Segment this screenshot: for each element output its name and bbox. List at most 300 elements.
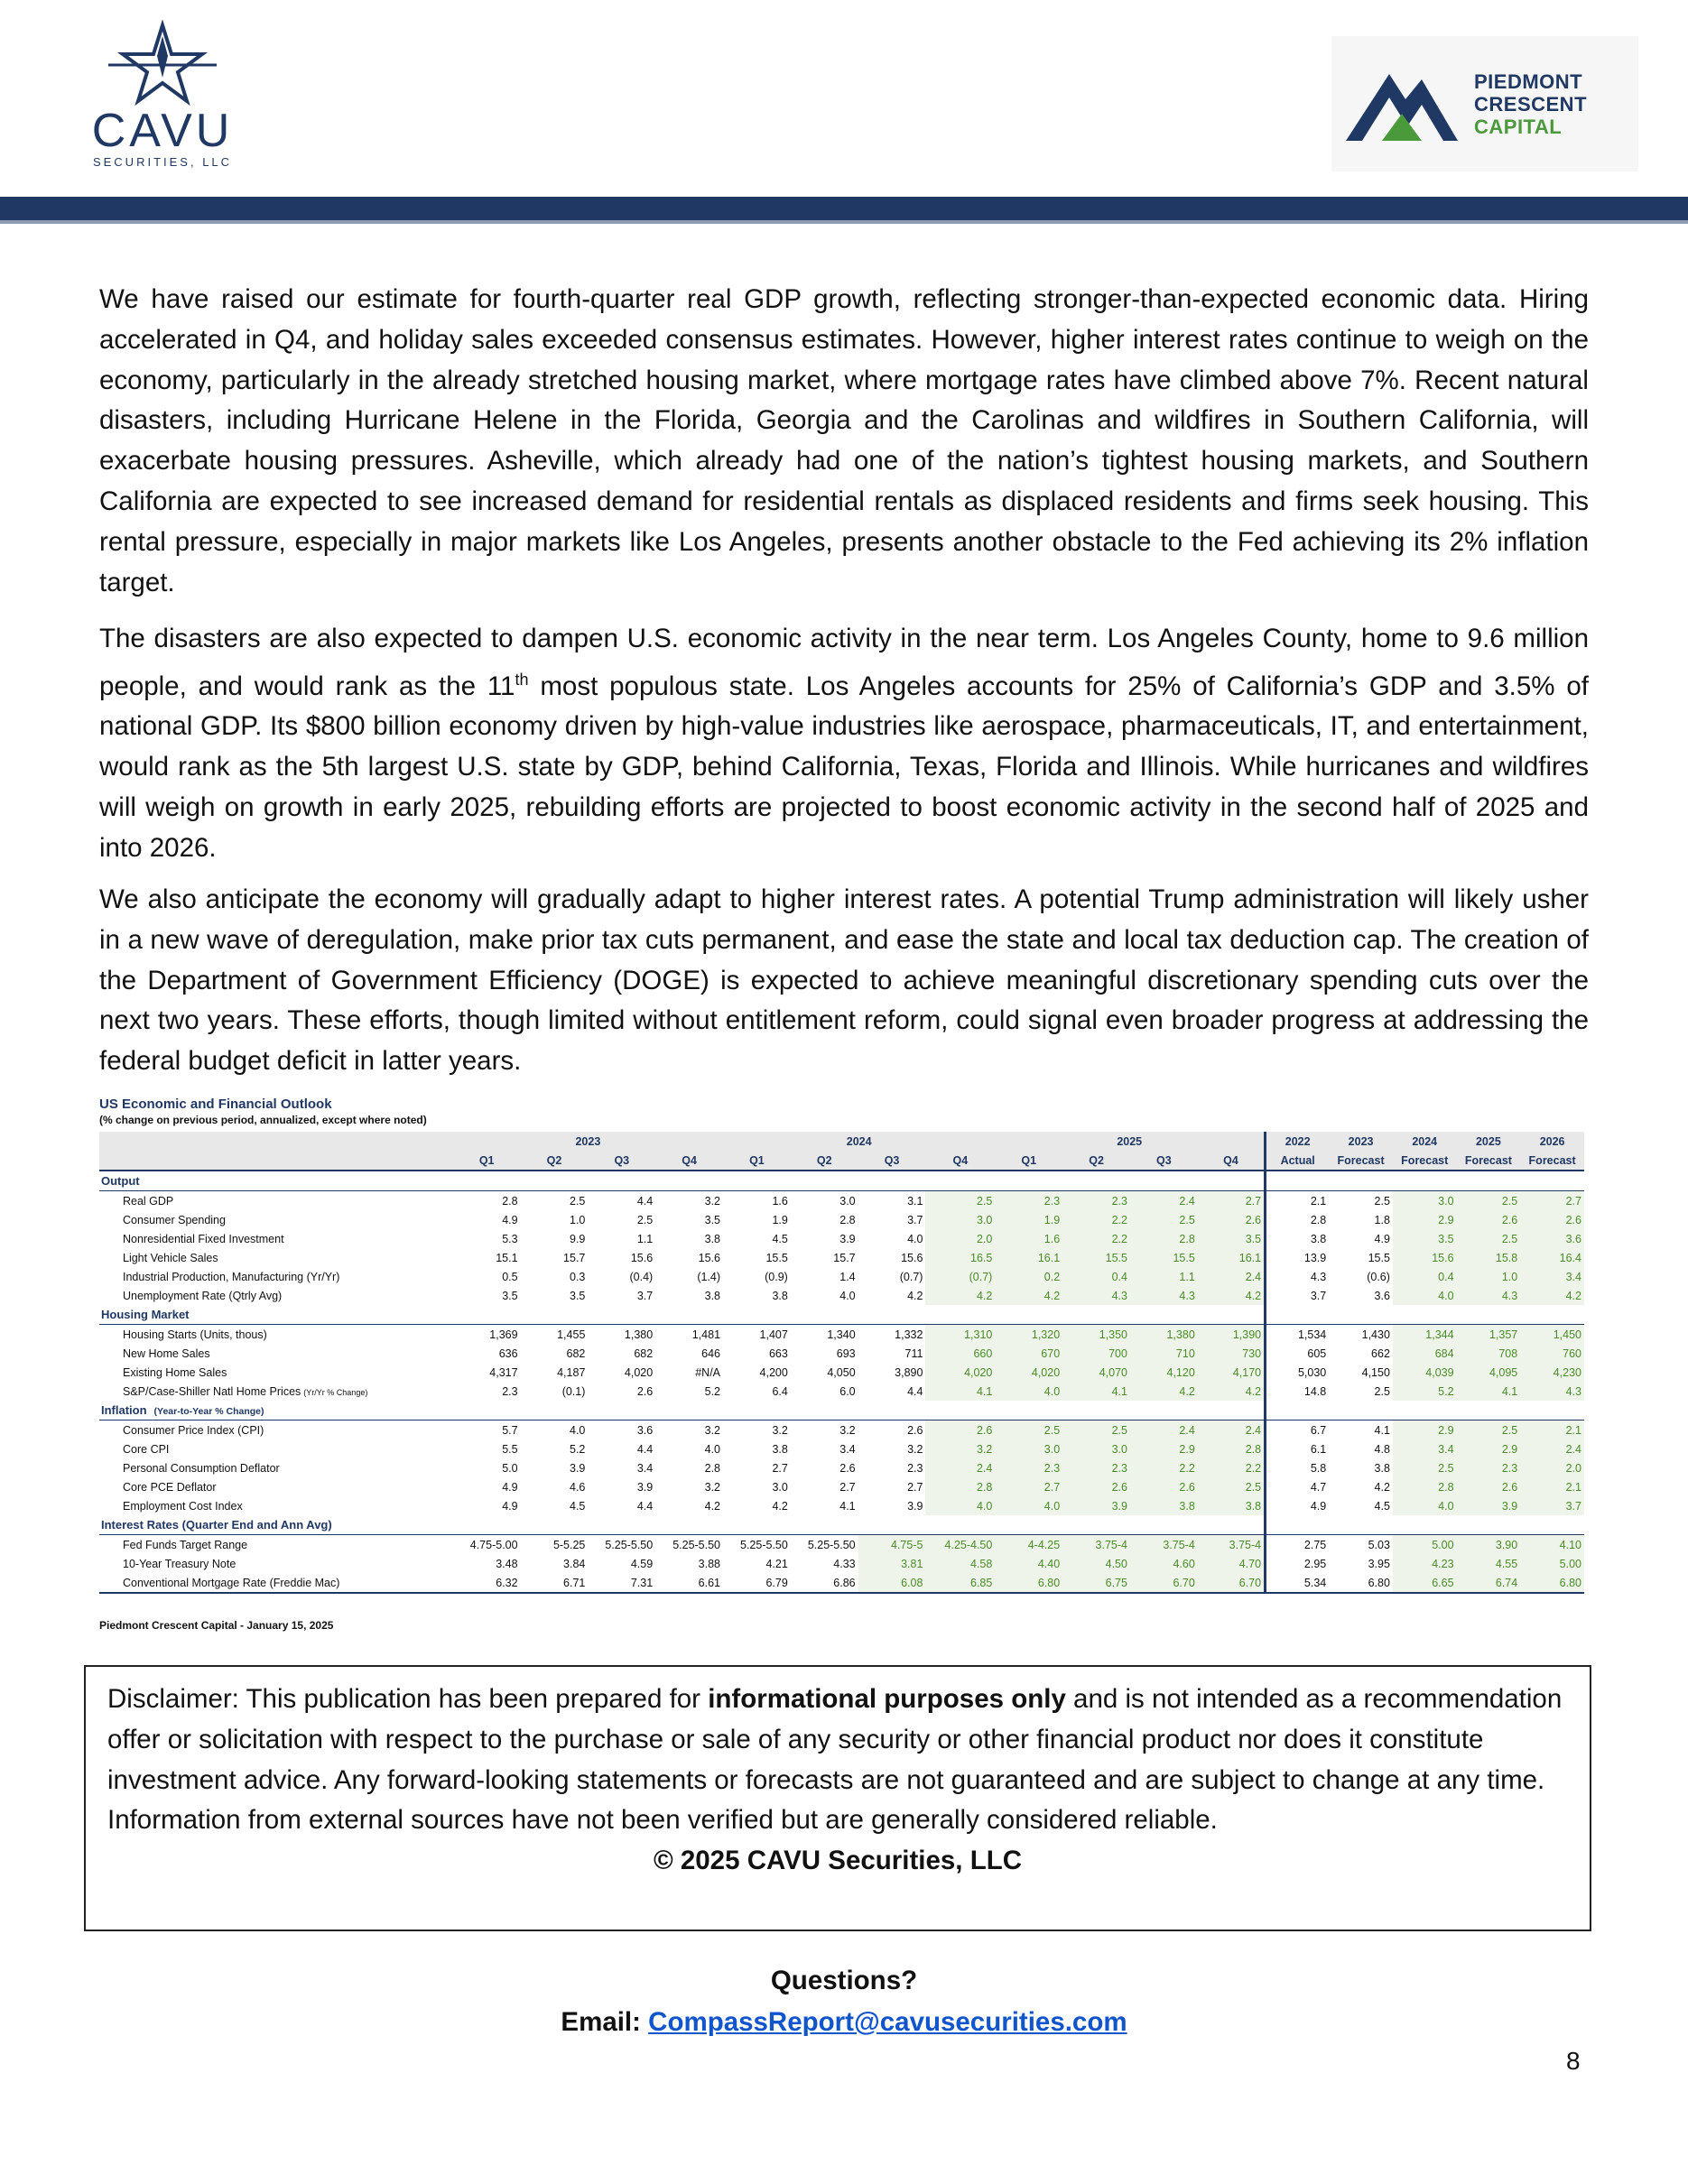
- table-cell: 3.0: [772, 1480, 788, 1494]
- table-row: [99, 1325, 1584, 1345]
- annual-cell: 1,344: [1393, 1325, 1457, 1345]
- table-cell: 2.6: [636, 1384, 654, 1398]
- annual-cell: 3.8: [1374, 1461, 1390, 1475]
- table-cell: 3.9: [907, 1499, 923, 1513]
- table-cell: 3.2: [907, 1442, 923, 1456]
- row-label-text: Core PCE Deflator: [123, 1480, 217, 1494]
- table-cell: 4,020: [925, 1363, 995, 1382]
- table-cell: 6.32: [453, 1573, 521, 1593]
- table-row: [99, 1248, 1584, 1267]
- table-cell: 3.2: [704, 1480, 721, 1494]
- annual-cell: 760: [1520, 1344, 1584, 1363]
- table-cell: 2.8: [839, 1213, 856, 1226]
- table-cell: 1,390: [1198, 1325, 1266, 1345]
- table-cell: 4.70: [1198, 1554, 1266, 1573]
- paragraph-gdp-outlook: We have raised our estimate for fourth-quarter real GDP growth, reflecting stronger-than-expected economic data. Hiring accelerated in Q4, and holiday sales exceeded consensus estimates. However, higher interest rates continue to weigh on the economy, particularly in the already stretched housing market, where mortgage rates have climbed above 7%. Recent natural disasters, including Hurricane Helene in the Florida, Georgia and the Carolinas and wildfires in Southern California, will exacerbate housing pressures. Asheville, which already had one of the nation’s tightest housing markets, and Southern California are expected to see increased demand for residential rentals as displaced residents and firms seek housing. This rental pressure, especially in major markets like Los Angeles, presents another obstacle to the Fed achieving its 2% inflation target.: [99, 284, 1589, 597]
- table-cell: 2.5: [1062, 1421, 1130, 1440]
- table-cell: 3.5: [570, 1289, 586, 1302]
- table-cell: 3.2: [839, 1423, 856, 1437]
- annual-cell: 2.1: [1520, 1477, 1584, 1496]
- table-cell: 670: [995, 1344, 1062, 1363]
- annual-cell: 2.1: [1266, 1191, 1330, 1211]
- table-cell: 15.6: [901, 1251, 923, 1264]
- quarter-header: Q3: [858, 1151, 926, 1171]
- table-cell: 4.0: [995, 1496, 1062, 1515]
- annual-cell: 4.23: [1393, 1554, 1457, 1573]
- annual-cell: 0.4: [1393, 1267, 1457, 1286]
- table-cell: 4.2: [995, 1286, 1062, 1305]
- table-cell: 1.9: [772, 1213, 788, 1226]
- table-cell: 4,187: [557, 1365, 586, 1379]
- table-cell: 4.4: [907, 1384, 923, 1398]
- row-label: [99, 1458, 453, 1477]
- table-cell: 1,380: [1130, 1325, 1198, 1345]
- table-cell: 2.2: [1062, 1210, 1130, 1229]
- table-row: [99, 1496, 1584, 1515]
- annual-cell: 2.9: [1393, 1210, 1457, 1229]
- cavu-logo-text: CAVU: [91, 105, 234, 157]
- table-cell: 2.3: [995, 1191, 1062, 1211]
- page-header: [0, 0, 1688, 194]
- table-cell: 2.6: [839, 1461, 856, 1475]
- table-cell: 2.3: [907, 1461, 923, 1475]
- annual-cell: 6.80: [1520, 1573, 1584, 1593]
- table-cell: 4.2: [907, 1289, 923, 1302]
- annual-cell: 4.3: [1266, 1267, 1330, 1286]
- annual-cell: 4.3: [1457, 1286, 1521, 1305]
- table-cell: 4.2: [1130, 1382, 1198, 1401]
- annual-cell: 4,150: [1361, 1365, 1390, 1379]
- annual-cell: 4.0: [1393, 1496, 1457, 1515]
- table-cell: 2.6: [1062, 1477, 1130, 1496]
- table-cell: 4.3: [1062, 1286, 1130, 1305]
- row-label: [99, 1344, 453, 1363]
- paragraph-disasters-b: most populous state. Los Angeles accounts for 25% of California’s GDP and 3.5% of national GDP. Its $800 billion economy driven by high-value industries like aerospace, pharmaceuticals, IT, and entertainment, would rank as the 5th largest U.S. state by GDP, behind California, Texas, Florida and Illinois. While hurricanes and wildfires will weigh on growth in early 2025, rebuilding efforts are projected to boost economic activity in the second half of 2025 and into 2026.: [99, 671, 1589, 863]
- table-cell: 6.0: [839, 1384, 856, 1398]
- table-cell: 6.4: [772, 1384, 788, 1398]
- table-cell: 1.1: [636, 1232, 654, 1245]
- table-cell: 3.6: [636, 1423, 654, 1437]
- table-cell: 6.08: [858, 1573, 926, 1593]
- annual-cell: (0.6): [1367, 1270, 1390, 1283]
- pcc-line-3: CAPITAL: [1474, 116, 1563, 138]
- table-cell: 4.1: [925, 1382, 995, 1401]
- row-label: [99, 1267, 453, 1286]
- table-cell: 2.4: [1130, 1421, 1198, 1440]
- annual-cell: 3.0: [1393, 1191, 1457, 1211]
- table-cell: 5.7: [502, 1423, 518, 1437]
- table-cell: 5.25-5.50: [672, 1538, 721, 1551]
- table-cell: 1,380: [624, 1328, 654, 1341]
- table-cell: 16.5: [925, 1248, 995, 1267]
- table-cell: 6.80: [995, 1573, 1062, 1593]
- table-cell: 2.7: [772, 1461, 788, 1475]
- table-cell: 2.6: [925, 1421, 995, 1440]
- table-cell: 4.6: [570, 1480, 586, 1494]
- table-cell: 3.8: [704, 1232, 721, 1245]
- row-label: [99, 1421, 453, 1440]
- outlook-table: [99, 1132, 1584, 1594]
- table-cell: 3.2: [704, 1194, 721, 1208]
- quarter-header: Q3: [588, 1151, 655, 1171]
- annual-cell: 2.5: [1457, 1229, 1521, 1248]
- table-row: [99, 1535, 1584, 1555]
- table-cell: 5.0: [502, 1461, 518, 1475]
- table-cell: 3.2: [704, 1423, 721, 1437]
- table-cell: 711: [904, 1346, 923, 1360]
- table-row: [99, 1267, 1584, 1286]
- outlook-table-section: [99, 1097, 1584, 1632]
- table-cell: 4.0: [704, 1442, 721, 1456]
- table-cell: 1,369: [489, 1328, 518, 1341]
- annual-cell: 1.0: [1457, 1267, 1521, 1286]
- table-cell: (0.7): [925, 1267, 995, 1286]
- annual-cell: 15.8: [1457, 1248, 1521, 1267]
- quarter-header: Q1: [723, 1151, 791, 1171]
- table-cell: 4,050: [827, 1365, 856, 1379]
- annual-cell: 2.6: [1457, 1477, 1521, 1496]
- annual-cell: 2.8: [1266, 1210, 1330, 1229]
- table-cell: 3.5: [502, 1289, 518, 1302]
- table-cell: 2.0: [925, 1229, 995, 1248]
- annual-cell: 2.9: [1457, 1439, 1521, 1458]
- table-cell: 6.71: [521, 1573, 589, 1593]
- table-cell: (0.4): [629, 1270, 654, 1283]
- annual-cell: 2.5: [1374, 1194, 1390, 1208]
- table-cell: 5.2: [570, 1442, 586, 1456]
- page-number: 8: [1566, 2047, 1581, 2075]
- table-cell: 15.7: [833, 1251, 856, 1264]
- annual-cell: 2.5: [1457, 1191, 1521, 1211]
- section-name: Housing Market: [101, 1308, 190, 1321]
- row-label-text: Consumer Spending: [123, 1213, 226, 1226]
- row-label: [99, 1496, 453, 1515]
- row-label-text: Personal Consumption Deflator: [123, 1461, 280, 1475]
- annual-cell: 5.00: [1520, 1554, 1584, 1573]
- table-cell: 1,455: [557, 1328, 586, 1341]
- annual-cell: 4,095: [1457, 1363, 1521, 1382]
- table-cell: 3.0: [839, 1194, 856, 1208]
- section-header-row: [99, 1515, 1584, 1535]
- table-cell: 2.8: [502, 1194, 518, 1208]
- section-note: (Year-to-Year % Change): [153, 1406, 264, 1417]
- table-title: US Economic and Financial Outlook: [99, 1097, 332, 1112]
- row-label-text: Nonresidential Fixed Investment: [123, 1232, 284, 1245]
- year-header: 2025: [995, 1132, 1265, 1151]
- annual-cell: 1,450: [1520, 1325, 1584, 1345]
- annual-cell: 2.6: [1457, 1210, 1521, 1229]
- table-cell: 6.70: [1130, 1573, 1198, 1593]
- table-cell: (0.9): [765, 1270, 788, 1283]
- row-label: [99, 1325, 453, 1345]
- table-row: [99, 1229, 1584, 1248]
- table-cell: 3.0: [995, 1439, 1062, 1458]
- table-cell: 4.59: [630, 1557, 654, 1570]
- row-label: [99, 1363, 453, 1382]
- table-row: [99, 1363, 1584, 1382]
- annual-cell: 4.10: [1520, 1535, 1584, 1555]
- table-cell: 3.8: [1198, 1496, 1266, 1515]
- row-label-text: Employment Cost Index: [123, 1499, 243, 1513]
- table-cell: 4.9: [502, 1499, 518, 1513]
- table-row: [99, 1382, 1584, 1401]
- table-cell: 663: [768, 1346, 788, 1360]
- table-cell: 3.88: [698, 1557, 721, 1570]
- table-cell: 4.1: [1062, 1382, 1130, 1401]
- section-title: [99, 1515, 1266, 1535]
- table-row: [99, 1210, 1584, 1229]
- row-label: [99, 1554, 453, 1573]
- table-row: [99, 1421, 1584, 1440]
- annual-cell: 2.75: [1266, 1535, 1330, 1555]
- annual-cell: 3.5: [1393, 1229, 1457, 1248]
- annual-cell: 708: [1457, 1344, 1521, 1363]
- email-label: Email:: [561, 2007, 649, 2037]
- section-header-row: [99, 1305, 1584, 1325]
- annual-cell: 4,230: [1520, 1363, 1584, 1382]
- table-cell: 4.2: [925, 1286, 995, 1305]
- table-cell: 5.3: [502, 1232, 518, 1245]
- table-cell: 2.5: [636, 1213, 654, 1226]
- annual-cell: 2.8: [1393, 1477, 1457, 1496]
- table-cell: 4,200: [759, 1365, 788, 1379]
- annual-cell: 2.5: [1393, 1458, 1457, 1477]
- table-cell: 2.5: [1130, 1210, 1198, 1229]
- table-cell: 2.3: [1062, 1191, 1130, 1211]
- section-title: [99, 1401, 1266, 1421]
- table-row: [99, 1439, 1584, 1458]
- table-cell: 15.5: [1062, 1248, 1130, 1267]
- annual-cell: 4.2: [1520, 1286, 1584, 1305]
- annual-type-header: Forecast: [1329, 1151, 1393, 1171]
- table-cell: 0.3: [570, 1270, 586, 1283]
- row-label: [99, 1573, 453, 1593]
- row-label-text: 10-Year Treasury Note: [123, 1557, 237, 1570]
- table-cell: 2.8: [1198, 1439, 1266, 1458]
- table-cell: 1.4: [839, 1270, 856, 1283]
- annual-cell: 5.03: [1368, 1538, 1390, 1551]
- row-label-text: Consumer Price Index (CPI): [123, 1423, 264, 1437]
- table-cell: 0.4: [1062, 1267, 1130, 1286]
- table-cell: 4.5: [570, 1499, 586, 1513]
- annual-year-header: 2022: [1266, 1132, 1330, 1151]
- quarter-header: Q1: [453, 1151, 521, 1171]
- table-cell: 4.0: [907, 1232, 923, 1245]
- annual-cell: 6.74: [1457, 1573, 1521, 1593]
- table-cell: 3.7: [636, 1289, 654, 1302]
- pcc-line-2: CRESCENT: [1474, 93, 1588, 116]
- table-cell: 1,310: [925, 1325, 995, 1345]
- table-cell: 4,020: [995, 1363, 1062, 1382]
- annual-cell: 4.3: [1520, 1382, 1584, 1401]
- table-cell: 682: [566, 1346, 586, 1360]
- table-cell: 4,070: [1062, 1363, 1130, 1382]
- table-header-quarters: [99, 1151, 1584, 1171]
- year-header: 2024: [723, 1132, 995, 1151]
- table-cell: 4.75-5.00: [469, 1538, 518, 1551]
- table-cell: 1.1: [1130, 1267, 1198, 1286]
- table-cell: 4.5: [772, 1232, 788, 1245]
- table-cell: 3.8: [772, 1442, 788, 1456]
- table-subtitle: (% change on previous period, annualized, except where noted): [99, 1114, 427, 1126]
- annual-cell: 2.1: [1520, 1421, 1584, 1440]
- table-cell: 6.79: [723, 1573, 791, 1593]
- annual-cell: 1,357: [1457, 1325, 1521, 1345]
- row-label: [99, 1191, 453, 1211]
- annual-cell: 684: [1393, 1344, 1457, 1363]
- table-cell: 4.0: [839, 1289, 856, 1302]
- row-label: [99, 1248, 453, 1267]
- annual-year-header: 2026: [1520, 1132, 1584, 1151]
- annual-cell: 4.8: [1374, 1442, 1390, 1456]
- table-cell: 4,120: [1130, 1363, 1198, 1382]
- table-cell: 4.0: [925, 1496, 995, 1515]
- table-cell: 16.1: [995, 1248, 1062, 1267]
- annual-cell: 15.6: [1393, 1248, 1457, 1267]
- table-cell: 4.50: [1062, 1554, 1130, 1573]
- table-cell: 2.3: [995, 1458, 1062, 1477]
- table-header-years: [99, 1132, 1584, 1151]
- row-label-text: Industrial Production, Manufacturing (Yr/Yr): [123, 1270, 340, 1283]
- table-source: Piedmont Crescent Capital - January 15, 2025: [99, 1619, 334, 1632]
- table-cell: 4.2: [772, 1499, 788, 1513]
- table-cell: 2.6: [1130, 1477, 1198, 1496]
- table-cell: 6.86: [791, 1573, 858, 1593]
- table-cell: 3.75-4: [1130, 1535, 1198, 1555]
- table-cell: 2.4: [925, 1458, 995, 1477]
- table-cell: 3.0: [925, 1210, 995, 1229]
- table-cell: 3.5: [704, 1213, 721, 1226]
- table-cell: 3.8: [772, 1289, 788, 1302]
- annual-cell: 4.9: [1374, 1232, 1390, 1245]
- piedmont-crescent-logo: [1331, 36, 1638, 171]
- row-label: [99, 1477, 453, 1496]
- paragraph-disasters: [99, 619, 1589, 869]
- table-cell: 4.33: [833, 1557, 856, 1570]
- table-cell: 2.2: [1062, 1229, 1130, 1248]
- table-cell: 4.2: [1198, 1382, 1266, 1401]
- table-cell: 636: [498, 1346, 518, 1360]
- section-name: Interest Rates (Quarter End and Ann Avg): [101, 1518, 332, 1532]
- row-label: [99, 1286, 453, 1305]
- annual-cell: 5.2: [1393, 1382, 1457, 1401]
- quarter-header: Q2: [1062, 1151, 1130, 1171]
- cavu-logo: [72, 20, 253, 173]
- annual-cell: 1.8: [1374, 1213, 1390, 1226]
- table-cell: 2.4: [1198, 1267, 1266, 1286]
- table-cell: 3.81: [858, 1554, 926, 1573]
- email-link[interactable]: CompassReport@cavusecurities.com: [648, 2007, 1127, 2037]
- section-name: Output: [101, 1174, 140, 1188]
- table-cell: 4.25-4.50: [925, 1535, 995, 1555]
- table-cell: #N/A: [695, 1365, 721, 1379]
- annual-cell: 2.7: [1520, 1191, 1584, 1211]
- annual-cell: 3.8: [1266, 1229, 1330, 1248]
- table-cell: 1.9: [995, 1210, 1062, 1229]
- table-cell: 6.61: [655, 1573, 723, 1593]
- table-cell: 2.7: [995, 1477, 1062, 1496]
- annual-cell: 6.1: [1266, 1439, 1330, 1458]
- table-cell: 1,320: [995, 1325, 1062, 1345]
- table-cell: 3.75-4: [1198, 1535, 1266, 1555]
- table-cell: 3.48: [496, 1557, 518, 1570]
- table-row: [99, 1477, 1584, 1496]
- disclaimer-lead: Disclaimer: This publication has been prepared for: [107, 1684, 709, 1714]
- table-cell: 15.7: [563, 1251, 586, 1264]
- ordinal-suffix: th: [515, 670, 529, 689]
- table-cell: 3.8: [1130, 1496, 1198, 1515]
- row-label-note: (Yr/Yr % Change): [303, 1387, 368, 1397]
- annual-cell: 16.4: [1520, 1248, 1584, 1267]
- table-cell: 5.25-5.50: [605, 1538, 654, 1551]
- row-label-text: Housing Starts (Units, thous): [123, 1328, 267, 1341]
- table-cell: 3.0: [1062, 1439, 1130, 1458]
- table-cell: 4.3: [1130, 1286, 1198, 1305]
- annual-cell: 2.4: [1520, 1439, 1584, 1458]
- annual-cell: 3.6: [1374, 1289, 1390, 1302]
- annual-cell: 5.8: [1266, 1458, 1330, 1477]
- copyright: © 2025 CAVU Securities, LLC: [653, 1846, 1023, 1876]
- table-cell: 0.2: [995, 1267, 1062, 1286]
- row-label-text: Light Vehicle Sales: [123, 1251, 218, 1264]
- table-cell: 4.2: [704, 1499, 721, 1513]
- annual-cell: 6.65: [1393, 1573, 1457, 1593]
- annual-cell: 2.0: [1520, 1458, 1584, 1477]
- annual-cell: 3.7: [1520, 1496, 1584, 1515]
- table-cell: 4,170: [1198, 1363, 1266, 1382]
- quarter-header: Q3: [1130, 1151, 1198, 1171]
- section-title: [99, 1305, 1266, 1325]
- table-cell: 6.70: [1198, 1573, 1266, 1593]
- table-cell: 4,317: [489, 1365, 518, 1379]
- table-cell: 2.3: [502, 1384, 518, 1398]
- annual-cell: 5.34: [1266, 1573, 1330, 1593]
- table-cell: 3.84: [563, 1557, 586, 1570]
- table-cell: 2.3: [1062, 1458, 1130, 1477]
- table-cell: 2.4: [1130, 1191, 1198, 1211]
- annual-year-header: 2024: [1393, 1132, 1457, 1151]
- annual-cell: 3.9: [1457, 1496, 1521, 1515]
- table-cell: 0.5: [502, 1270, 518, 1283]
- annual-cell: 14.8: [1266, 1382, 1330, 1401]
- disclaimer-box: [84, 1665, 1591, 1931]
- cavu-logo-sub: SECURITIES, LLC: [92, 155, 233, 169]
- quarter-header: Q4: [925, 1151, 995, 1171]
- annual-cell: 2.3: [1457, 1458, 1521, 1477]
- annual-cell: 2.9: [1393, 1421, 1457, 1440]
- row-label: [99, 1210, 453, 1229]
- table-cell: 700: [1062, 1344, 1130, 1363]
- table-cell: 4.40: [995, 1554, 1062, 1573]
- annual-cell: 2.6: [1520, 1210, 1584, 1229]
- table-row: [99, 1286, 1584, 1305]
- row-label-text: Existing Home Sales: [123, 1365, 227, 1379]
- table-cell: 1,407: [759, 1328, 788, 1341]
- contact-section: [0, 1960, 1688, 2043]
- table-cell: 4.4: [636, 1499, 654, 1513]
- section-name: Inflation: [101, 1403, 147, 1417]
- table-cell: 682: [634, 1346, 654, 1360]
- table-cell: 6.85: [925, 1573, 995, 1593]
- table-cell: 4.0: [570, 1423, 586, 1437]
- year-header: 2023: [453, 1132, 723, 1151]
- table-cell: 4.2: [1198, 1286, 1266, 1305]
- table-cell: 5.2: [704, 1384, 721, 1398]
- table-cell: 3.1: [907, 1194, 923, 1208]
- section-title: [99, 1171, 1266, 1191]
- table-row: [99, 1573, 1584, 1593]
- table-cell: 5-5.25: [552, 1538, 586, 1551]
